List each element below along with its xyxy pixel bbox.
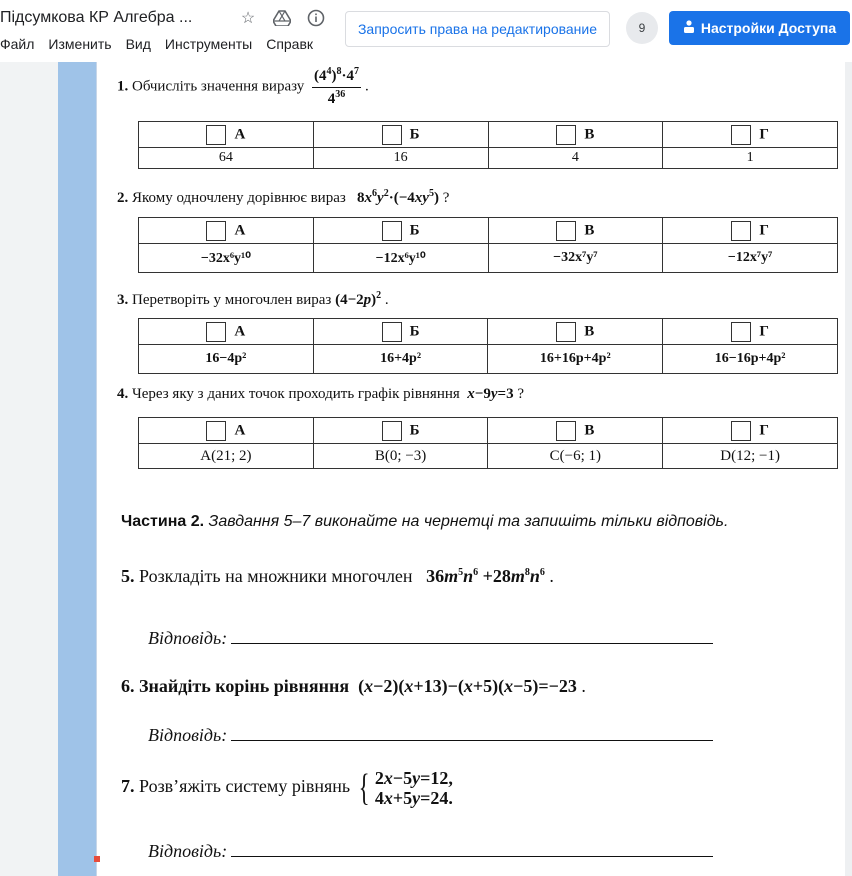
checkbox[interactable] <box>206 421 226 441</box>
checkbox[interactable] <box>206 125 226 145</box>
option-b[interactable]: Б <box>313 319 488 345</box>
option-value: B(0; −3) <box>313 444 488 469</box>
option-value: 16 <box>313 148 488 169</box>
star-icon[interactable]: ☆ <box>240 10 256 27</box>
answer-blank[interactable] <box>231 740 713 741</box>
page-margin-strip <box>58 55 96 876</box>
option-d[interactable]: Г <box>663 218 838 244</box>
share-button-label: Настройки Доступа <box>700 20 837 36</box>
menu-item-view[interactable]: Вид <box>125 36 151 52</box>
option-b[interactable]: Б <box>313 218 488 244</box>
part2-instruction: Завдання 5–7 виконайте на чернетці та запишіть тільки відповідь. <box>208 513 729 530</box>
option-b[interactable]: Б <box>313 122 488 148</box>
option-a[interactable]: А <box>139 418 314 444</box>
part2-title: Частина 2. <box>121 513 205 530</box>
question-2: 2. Якому одночлену дорівнює вираз $8x^6y^2\cdot(-4xy^5)$ ? <box>117 188 450 206</box>
checkbox[interactable] <box>731 221 751 241</box>
question-6: 6. Знайдіть корінь рівняння (x−2)(x+13)−(x+5)(x−5)=−23 . <box>121 676 586 696</box>
menu-item-edit[interactable]: Изменить <box>48 36 112 52</box>
question-7: 7. Розв’яжіть систему рівнянь { 2x−5y=12, 4x+5y=24. <box>121 767 453 809</box>
checkbox[interactable] <box>206 221 226 241</box>
answer-table-3 <box>138 318 838 374</box>
option-value: C(−6; 1) <box>488 444 663 469</box>
checkbox[interactable] <box>382 421 402 441</box>
option-value: 4 <box>488 148 663 169</box>
share-button[interactable] <box>669 11 850 45</box>
viewer-count-badge[interactable]: 9 <box>626 12 658 44</box>
option-value: −12x⁶y¹⁰ <box>313 244 488 273</box>
answer-table-4 <box>138 417 838 469</box>
answer-line-6: Відповідь: <box>148 725 713 746</box>
option-a[interactable]: А <box>139 218 314 244</box>
cursor-marker <box>94 856 100 862</box>
option-a[interactable]: А <box>139 122 314 148</box>
question-3: 3. Перетворіть у многочлен вираз $(4-2p)^2$ . <box>117 290 389 308</box>
question-text: Обчисліть значення виразу <box>132 78 305 95</box>
option-d[interactable]: Г <box>663 122 838 148</box>
question-5: 5. Розкладіть на множники многочлен $36m^5n^6 +28m^8n^6$ . <box>121 566 554 586</box>
answer-table-1 <box>138 121 838 169</box>
option-value: 64 <box>139 148 314 169</box>
option-c[interactable]: В <box>488 319 663 345</box>
answer-blank[interactable] <box>231 643 713 644</box>
option-a[interactable]: А <box>139 319 314 345</box>
docs-header <box>0 0 852 62</box>
menu-bar <box>0 36 327 52</box>
menu-item-file[interactable]: Файл <box>0 36 35 52</box>
equation-system: 2x−5y=12, 4x+5y=24. <box>374 768 453 808</box>
question-number: 1. <box>117 78 129 95</box>
request-edit-button[interactable]: Запросить права на редактирование <box>345 11 610 47</box>
answer-line-5: Відповідь: <box>148 628 713 649</box>
option-value: 16−16p+4p² <box>663 345 838 374</box>
menu-item-tools[interactable]: Инструменты <box>164 36 253 52</box>
answer-table-2 <box>138 217 838 273</box>
document-title[interactable]: Підсумкова КР Алгебра ... <box>0 9 193 26</box>
checkbox[interactable] <box>556 125 576 145</box>
option-value: −32x⁷y⁷ <box>488 244 663 273</box>
option-c[interactable]: В <box>488 122 663 148</box>
checkbox[interactable] <box>731 125 751 145</box>
option-b[interactable]: Б <box>313 418 488 444</box>
part2-heading <box>121 513 728 531</box>
option-value: D(12; −1) <box>663 444 838 469</box>
drive-icon[interactable] <box>272 8 292 28</box>
option-c[interactable]: В <box>488 218 663 244</box>
option-value: −12x⁷y⁷ <box>663 244 838 273</box>
option-value: 16−4p² <box>139 345 314 374</box>
canvas-background <box>0 62 58 876</box>
answer-line-7: Відповідь: <box>148 841 713 862</box>
vertical-scrollbar[interactable] <box>845 62 852 876</box>
checkbox[interactable] <box>206 322 226 342</box>
checkbox[interactable] <box>382 125 402 145</box>
option-value: 16+4p² <box>313 345 488 374</box>
option-d[interactable]: Г <box>663 319 838 345</box>
option-value: 16+16p+4p² <box>488 345 663 374</box>
checkbox[interactable] <box>731 421 751 441</box>
question-1: 1. Обчисліть значення виразу $\frac{(4^4)^8\cdot 4^7}{4^{36}}$ . <box>117 66 369 107</box>
answer-blank[interactable] <box>231 856 713 857</box>
option-value: −32x⁶y¹⁰ <box>139 244 314 273</box>
option-value: 1 <box>663 148 838 169</box>
checkbox[interactable] <box>556 221 576 241</box>
question-4: 4. Через яку з даних точок проходить графік рівняння x−9y=3 ? <box>117 386 525 402</box>
menu-item-help[interactable]: Справк <box>266 36 314 52</box>
checkbox[interactable] <box>556 421 576 441</box>
title-icons <box>238 8 326 28</box>
checkbox[interactable] <box>382 322 402 342</box>
checkbox[interactable] <box>382 221 402 241</box>
person-icon <box>683 20 695 37</box>
checkbox[interactable] <box>556 322 576 342</box>
checkbox[interactable] <box>731 322 751 342</box>
info-icon[interactable] <box>306 8 326 28</box>
option-d[interactable]: Г <box>663 418 838 444</box>
option-value: A(21; 2) <box>139 444 314 469</box>
expression-fraction: $\frac{(4^4)^8\cdot 4^7}{4^{36}}$ <box>313 66 359 107</box>
option-c[interactable]: В <box>488 418 663 444</box>
